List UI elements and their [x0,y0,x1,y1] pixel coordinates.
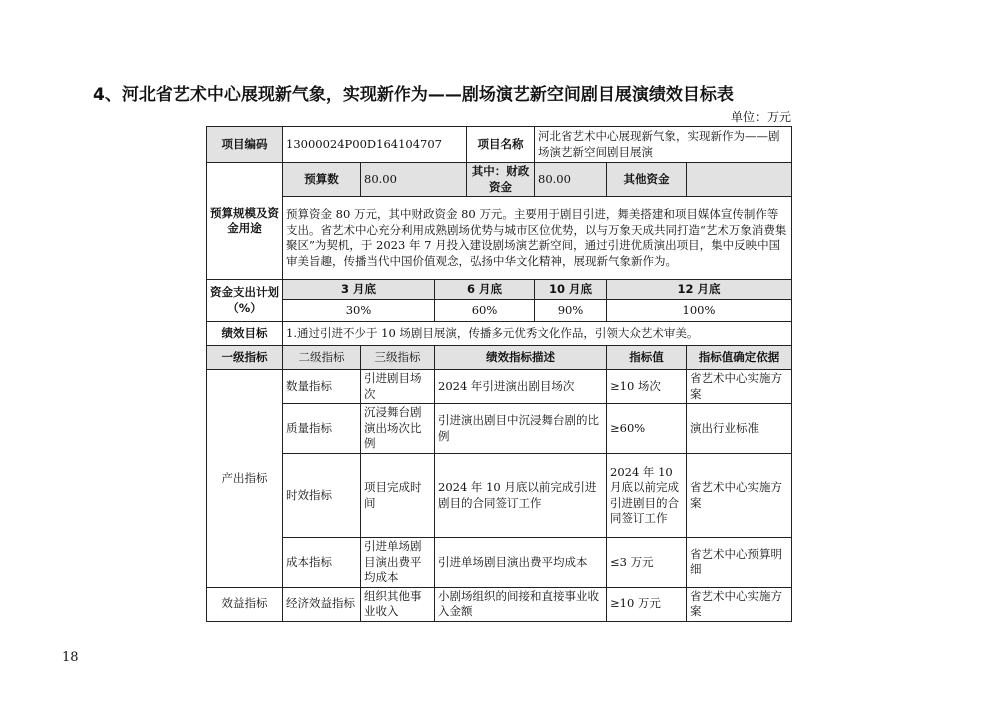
level2-cell: 质量指标 [283,404,361,454]
table-row [207,404,792,454]
value-cell: 2024 年 10 月底以前完成引进剧目的合同签订工作 [607,454,687,538]
plan-value-dec: 100% [607,300,792,322]
table-row [207,454,792,538]
header-description: 绩效指标描述 [435,346,607,370]
project-name: 河北省艺术中心展现新气象，实现新作为——剧场演艺新空间剧目展演 [535,127,792,163]
plan-header-mar: 3 月底 [283,280,435,300]
table-row [207,538,792,588]
value-cell: ≥10 万元 [607,587,687,621]
header-value: 指标值 [607,346,687,370]
goal-text: 1.通过引进不少于 10 场剧目展演，传播多元优秀文化作品，引领大众艺术审美。 [283,322,792,346]
fund-plan-label: 资金支出计划（%） [207,280,283,322]
value-cell: ≤3 万元 [607,538,687,588]
value-cell: ≥10 场次 [607,370,687,404]
description-cell: 2024 年 10 月底以前完成引进剧目的合同签订工作 [435,454,607,538]
value-cell: ≥60% [607,404,687,454]
output-level1: 产出指标 [207,370,283,588]
level2-cell: 成本指标 [283,538,361,588]
header-level1: 一级指标 [207,346,283,370]
header-level2: 二级指标 [283,346,361,370]
table-row [207,587,792,621]
basis-cell: 演出行业标准 [687,404,792,454]
header-level3: 三级指标 [361,346,435,370]
fiscal-funds: 80.00 [535,163,607,197]
budget-total-label: 预算数 [283,163,361,197]
level3-cell: 项目完成时间 [361,454,435,538]
plan-header-dec: 12 月底 [607,280,792,300]
description-cell: 引进单场剧目演出费平均成本 [435,538,607,588]
project-code: 13000024P00D164104707 [283,127,467,163]
basis-cell: 省艺术中心预算明细 [687,538,792,588]
level3-cell: 引进剧目场次 [361,370,435,404]
basis-cell: 省艺术中心实施方案 [687,587,792,621]
benefit-level1: 效益指标 [207,587,283,621]
plan-header-jun: 6 月底 [435,280,535,300]
budget-total: 80.00 [361,163,467,197]
unit-label: 单位：万元 [730,110,791,124]
plan-header-oct: 10 月底 [535,280,607,300]
header-basis: 指标值确定依据 [687,346,792,370]
fiscal-funds-label: 其中：财政资金 [467,163,535,197]
plan-value-oct: 90% [535,300,607,322]
level2-cell: 数量指标 [283,370,361,404]
level2-cell: 时效指标 [283,454,361,538]
description-cell: 2024 年引进演出剧目场次 [435,370,607,404]
level3-cell: 引进单场剧目演出费平均成本 [361,538,435,588]
performance-table [206,126,792,622]
description-cell: 小剧场组织的间接和直接事业收入金额 [435,587,607,621]
description-cell: 引进演出剧目中沉浸舞台剧的比例 [435,404,607,454]
budget-description: 预算资金 80 万元，其中财政资金 80 万元。主要用于剧目引进，舞美搭建和项目媒体宣传制作等支出。省艺术中心充分利用成熟剧场优势与城市区位优势，以与万象天成共同打造“艺术万象消费集聚区”为契机，于 2023 年 7 月投入建设剧场演艺新空间，通过引进优质演出项目，集中反映中国审美旨趣，传播当代中国价值观念，弘扬中华文化精神，展现新气象新作为。 [283,197,792,280]
other-funds [687,163,792,197]
basis-cell: 省艺术中心实施方案 [687,370,792,404]
table-row [207,370,792,404]
project-name-label: 项目名称 [467,127,535,163]
level3-cell: 组织其他事业收入 [361,587,435,621]
budget-section-label: 预算规模及资金用途 [207,163,283,280]
level2-cell: 经济效益指标 [283,587,361,621]
page-number: 18 [62,650,79,665]
other-funds-label: 其他资金 [607,163,687,197]
basis-cell: 省艺术中心实施方案 [687,454,792,538]
project-code-label: 项目编码 [207,127,283,163]
plan-value-mar: 30% [283,300,435,322]
goal-label: 绩效目标 [207,322,283,346]
level3-cell: 沉浸舞台剧演出场次比例 [361,404,435,454]
page-title: 4、河北省艺术中心展现新气象，实现新作为——剧场演艺新空间剧目展演绩效目标表 [93,85,734,105]
plan-value-jun: 60% [435,300,535,322]
